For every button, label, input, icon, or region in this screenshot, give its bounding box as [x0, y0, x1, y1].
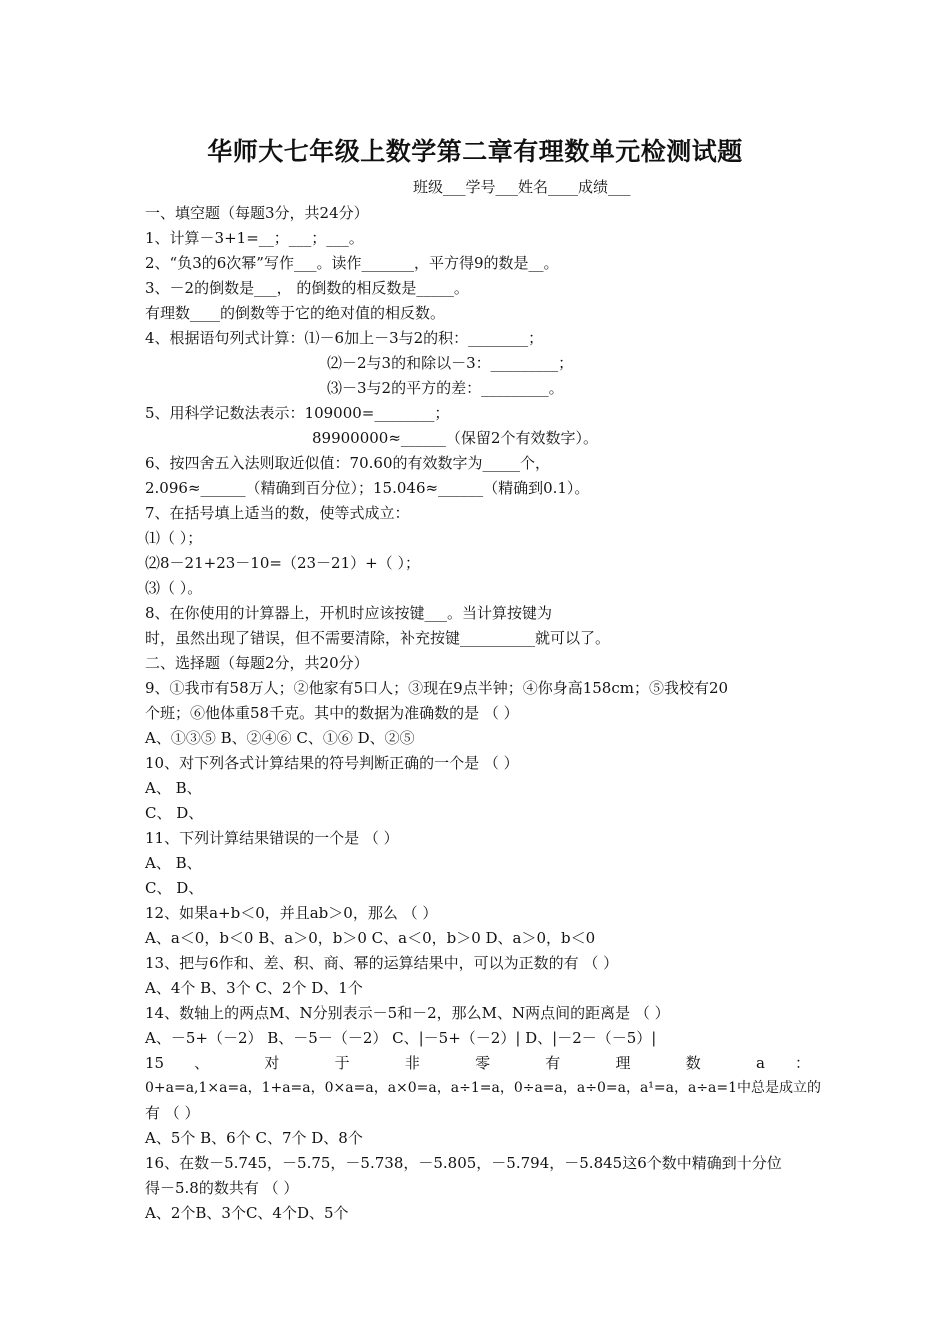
question-11-options-ab: A、 B、: [145, 854, 202, 872]
question-6: 6、按四舍五入法则取近似值：70.60的有效数字为_____个，: [145, 454, 550, 472]
question-10-options-cd: C、 D、: [145, 804, 204, 822]
question-15-options: A、5个 B、6个 C、7个 D、8个: [145, 1129, 363, 1147]
question-3: 3、－2的倒数是___， 的倒数的相反数是_____。: [145, 279, 469, 297]
question-12: 12、如果a+b＜0，并且ab＞0，那么 （ ）: [145, 904, 438, 922]
question-16-options: A、2个B、3个C、4个D、5个: [145, 1204, 349, 1222]
question-7-part-1: ⑴（ ）；: [145, 529, 203, 547]
question-15-answer-slot: 有 （ ）: [145, 1104, 200, 1122]
question-10-options-ab: A、 B、: [145, 779, 202, 797]
question-14-options: A、－5+（－2） B、－5－（－2） C、|－5+（－2）| D、|－2－（－5）|: [145, 1029, 657, 1047]
question-4: 4、根据语句列式计算：⑴－6加上－3与2的积：________；: [145, 329, 544, 347]
section-heading-fill-in: 一、填空题（每题3分，共24分）: [145, 204, 369, 222]
question-15-continued: 0+a=a,1×a=a，1+a=a，0×a=a，a×0=a，a÷1=a，0÷a=a，a÷0=a，a¹=a，a÷a=1中总是成立的: [145, 1080, 822, 1096]
question-13-options: A、4个 B、3个 C、2个 D、1个: [145, 979, 363, 997]
question-9-options: A、①③⑤ B、②④⑥ C、①⑥ D、②⑤: [145, 729, 415, 747]
question-2: 2、“负3的6次幂”写作___。读作_______，平方得9的数是__。: [145, 254, 559, 272]
question-9: 9、①我市有58万人；②他家有5口人；③现在9点半钟；④你身高158cm；⑤我校有20: [145, 679, 729, 697]
question-16: 16、在数－5.745，－5.75，－5.738，－5.805，－5.794，－5.845这6个数中精确到十分位: [145, 1154, 782, 1172]
question-14: 14、数轴上的两点M、N分别表示－5和－2，那么M、N两点间的距离是 （ ）: [145, 1004, 670, 1022]
question-9-continued: 个班；⑥他体重58千克。其中的数据为准确数的是 （ ）: [145, 704, 519, 722]
question-4-part-3: ⑶－3与2的平方的差：_________。: [327, 379, 564, 397]
question-15: 15 、 对 于 非 零 有 理 数 a ：: [145, 1054, 810, 1072]
question-5-part-2: 89900000≈______（保留2个有效数字）。: [312, 429, 598, 447]
question-16-continued: 得－5.8的数共有 （ ）: [145, 1179, 299, 1197]
question-6-continued: 2.096≈______（精确到百分位）；15.046≈______（精确到0.1）。: [145, 479, 590, 497]
student-info-line: 班级___学号___姓名____成绩___: [413, 178, 631, 196]
question-8-continued: 时，虽然出现了错误，但不需要清除，补充按键__________就可以了。: [145, 629, 611, 647]
question-1: 1、计算－3+1=__；___；___。: [145, 229, 364, 247]
page-title: 华师大七年级上数学第二章有理数单元检测试题: [207, 137, 743, 166]
question-7: 7、在括号填上适当的数，使等式成立：: [145, 504, 410, 522]
question-7-part-2: ⑵8－21+23－10=（23－21）+（ ）；: [145, 554, 420, 572]
section-heading-multiple-choice: 二、选择题（每题2分，共20分）: [145, 654, 369, 672]
question-13: 13、把与6作和、差、积、商、幂的运算结果中，可以为正数的有 （ ）: [145, 954, 619, 972]
question-7-part-3: ⑶（ ）。: [145, 579, 203, 597]
question-11-options-cd: C、 D、: [145, 879, 204, 897]
question-12-options: A、a＜0，b＜0 B、a＞0，b＞0 C、a＜0，b＞0 D、a＞0，b＜0: [145, 929, 596, 947]
question-11: 11、下列计算结果错误的一个是 （ ）: [145, 829, 399, 847]
question-5: 5、用科学记数法表示：109000=________；: [145, 404, 450, 422]
question-4-part-2: ⑵－2与3的和除以－3：_________；: [327, 354, 574, 372]
question-8: 8、在你使用的计算器上，开机时应该按键___。当计算按键为: [145, 604, 553, 622]
question-10: 10、对下列各式计算结果的符号判断正确的一个是 （ ）: [145, 754, 519, 772]
question-3-continued: 有理数____的倒数等于它的绝对值的相反数。: [145, 304, 446, 322]
